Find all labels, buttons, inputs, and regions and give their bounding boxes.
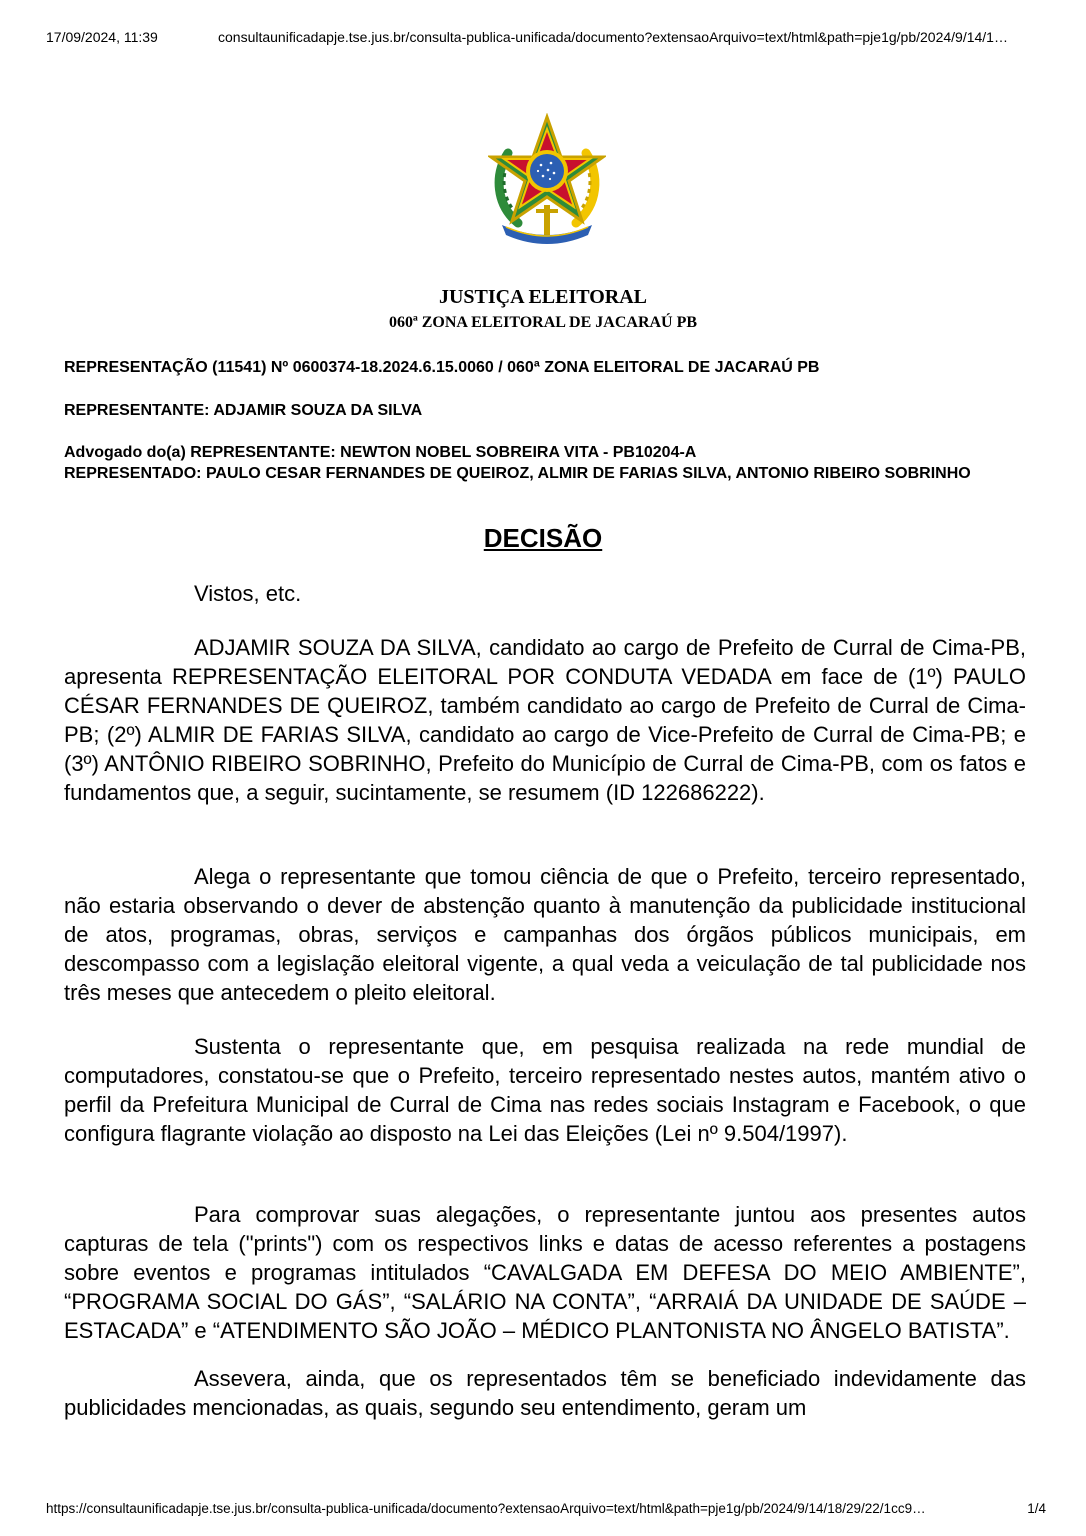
decision-title: DECISÃO [483, 523, 603, 553]
decision-paragraph [64, 1200, 1026, 1345]
print-footer-url: https://consultaunificadapje.tse.jus.br/consulta-publica-unificada/documento?extensaoArquivo=text/html&path=pje1g/pb/2024/9/14/18/29/22/1cc9… [46, 1501, 926, 1516]
print-header [46, 27, 1046, 47]
paragraph-text: Sustenta o representante que, em pesquisa realizada na rede mundial de computadores, constatou-se que o Prefeito, terceiro representado nestes autos, mantém ativo o perfil da Prefeitura Municipal de Curral de Cima nas redes sociais Instagram e Facebook, o que configura flagrante violação ao disposto na Lei das Eleições (Lei nº 9.504/1997). [64, 1034, 1026, 1146]
opening-text: Vistos, etc. [194, 581, 302, 606]
representante-line: REPRESENTANTE: ADJAMIR SOUZA DA SILVA [64, 402, 423, 419]
case-parties [64, 400, 1024, 421]
print-header-url: consultaunificadapje.tse.jus.br/consulta-publica-unificada/documento?extensaoArquivo=text/html&path=pje1g/pb/2024/9/14/1… [218, 29, 1008, 45]
decision-paragraph [64, 862, 1026, 1007]
decision-paragraph [64, 633, 1026, 807]
advogado-line: Advogado do(a) REPRESENTANTE: NEWTON NOBEL SOBREIRA VITA - PB10204-A [64, 444, 697, 461]
decision-paragraph [64, 1032, 1026, 1148]
paragraph-text: Assevera, ainda, que os representados têm se beneficiado indevidamente das publicidades mencionadas, as quais, segundo seu entendimento, geram um [64, 1366, 1026, 1420]
paragraph-text: Alega o representante que tomou ciência de que o Prefeito, terceiro representado, não estaria observando o dever de abstenção quanto à manutenção da publicidade institucional de atos, programas, obras, serviços e campanhas dos órgãos públicos municipais, em descompasso com a legislação eleitoral vigente, a qual veda a veiculação de tal publicidade nos três meses que antecedem o pleito eleitoral. [64, 864, 1026, 1005]
case-lawyers [64, 442, 1024, 484]
paragraph-text: Para comprovar suas alegações, o representante juntou aos presentes autos capturas de tela ("prints") com os respectivos links e datas de acesso referentes a postagens sobre eventos e programas intitulados “CAVALGADA EM DEFESA DO MEIO AMBIENTE”, “PROGRAMA SOCIAL DO GÁS”, “SALÁRIO NA CONTA”, “ARRAIÁ DA UNIDADE DE SAÚDE – ESTACADA” e “ATENDIMENTO SÃO JOÃO – MÉDICO PLANTONISTA NO ÂNGELO BATISTA”. [64, 1202, 1026, 1343]
process-number: REPRESENTAÇÃO (11541) Nº 0600374-18.2024.6.15.0060 / 060ª ZONA ELEITORAL DE JACARAÚ PB [64, 359, 820, 376]
brazil-coat-of-arms-icon [488, 113, 606, 249]
court-zone: 060ª ZONA ELEITORAL DE JACARAÚ PB [388, 314, 698, 331]
decision-opening [64, 579, 1026, 608]
decision-paragraph [64, 1364, 1026, 1422]
print-datetime: 17/09/2024, 11:39 [46, 29, 158, 45]
representado-line: REPRESENTADO: PAULO CESAR FERNANDES DE QUEIROZ, ALMIR DE FARIAS SILVA, ANTONIO RIBEIRO SOBRINHO [64, 465, 971, 482]
case-header [64, 357, 1024, 378]
paragraph-text: ADJAMIR SOUZA DA SILVA, candidato ao cargo de Prefeito de Curral de Cima-PB, apresenta REPRESENTAÇÃO ELEITORAL POR CONDUTA VEDADA em face de (1º) PAULO CÉSAR FERNANDES DE QUEIROZ, também candidato ao cargo de Prefeito de Curral de Cima-PB; (2º) ALMIR DE FARIAS SILVA, candidato ao cargo de Vice-Prefeito de Curral de Cima-PB; e (3º) ANTÔNIO RIBEIRO SOBRINHO, Prefeito do Município de Curral de Cima-PB, com os fatos e fundamentos que, a seguir, sucintamente, se resumem (ID 122686222). [64, 635, 1026, 805]
print-footer [46, 1499, 1046, 1519]
court-title: JUSTIÇA ELEITORAL [438, 286, 648, 308]
page-number: 1/4 [1027, 1501, 1046, 1516]
